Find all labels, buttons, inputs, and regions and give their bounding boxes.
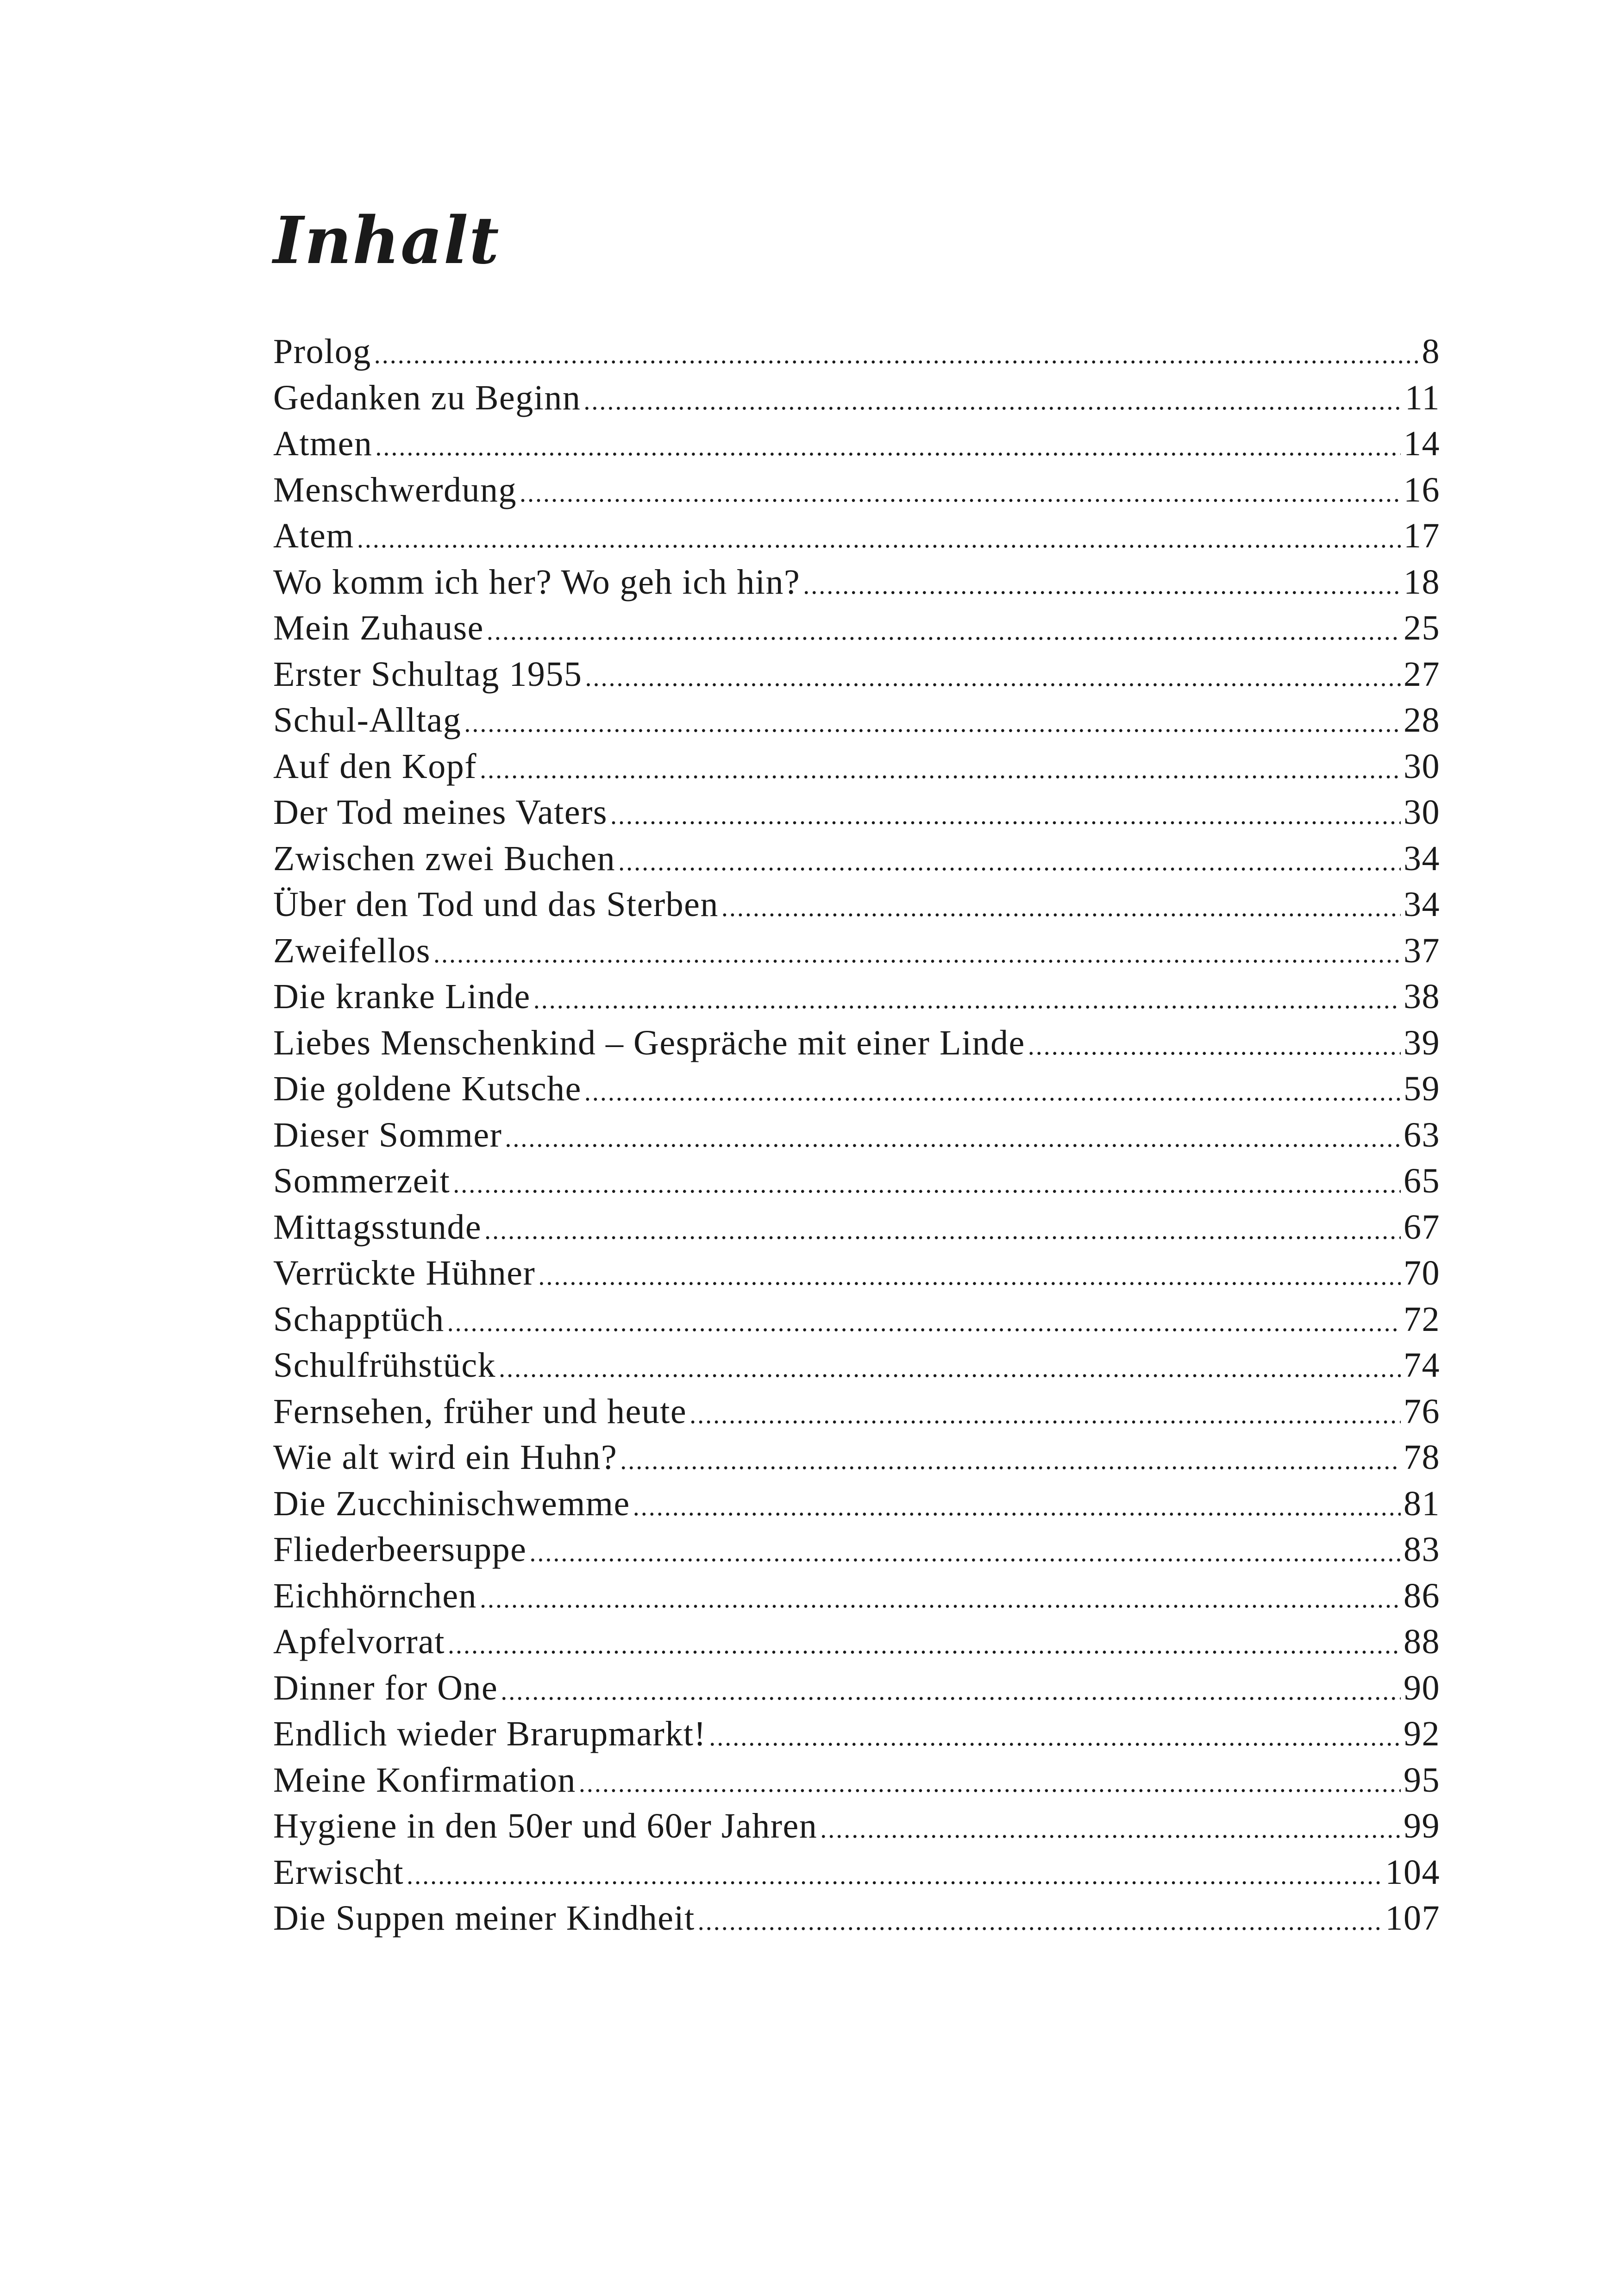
toc-entry [273, 1250, 1440, 1297]
toc-entry-page-number: 37 [1404, 931, 1440, 970]
toc-entry-title: Fernsehen, früher und heute [273, 1392, 687, 1431]
toc-entry-page-number: 8 [1422, 332, 1440, 371]
toc-entry-title: Endlich wieder Brarupmarkt! [273, 1714, 707, 1753]
toc-entry-title: Die kranke Linde [273, 977, 531, 1016]
dot-leader [583, 378, 1402, 425]
toc-entry-title: Die Suppen meiner Kindheit [273, 1899, 695, 1938]
dot-leader [579, 1761, 1401, 1807]
toc-entry-page-number: 59 [1404, 1069, 1440, 1108]
toc-entry [273, 1711, 1440, 1757]
toc-entry-title: Der Tod meines Vaters [273, 793, 608, 832]
dot-leader [618, 839, 1401, 885]
toc-entry [273, 790, 1440, 836]
dot-leader [501, 1669, 1401, 1715]
dot-leader [447, 1300, 1401, 1346]
toc-entry-title: Erster Schultag 1955 [273, 654, 583, 694]
toc-entry [273, 928, 1440, 974]
toc-entry [273, 1389, 1440, 1435]
toc-entry-page-number: 107 [1385, 1899, 1440, 1938]
toc-entry-page-number: 11 [1404, 378, 1440, 417]
toc-entry-title: Prolog [273, 332, 371, 371]
toc-entry [273, 467, 1440, 514]
toc-entry [273, 882, 1440, 928]
toc-entry-page-number: 28 [1404, 701, 1440, 740]
toc-entry-title: Schapptüch [273, 1299, 445, 1339]
toc-entry-title: Mittagsstunde [273, 1207, 482, 1247]
dot-leader [448, 1622, 1401, 1669]
dot-leader [709, 1714, 1401, 1761]
toc-entry-title: Schulfrühstück [273, 1346, 496, 1385]
toc-entry-title: Atem [273, 516, 354, 555]
toc-entry-page-number: 90 [1404, 1668, 1440, 1707]
toc-entry [273, 1895, 1440, 1942]
dot-leader [374, 332, 1419, 378]
dot-leader [689, 1392, 1401, 1438]
toc-entry-page-number: 65 [1404, 1161, 1440, 1200]
toc-entry-title: Menschwerdung [273, 470, 517, 509]
dot-leader [721, 885, 1401, 931]
toc-entry-page-number: 17 [1404, 516, 1440, 555]
toc-entry-title: Auf den Kopf [273, 747, 477, 786]
toc-entry-title: Atmen [273, 424, 373, 463]
toc-entry-title: Hygiene in den 50er und 60er Jahren [273, 1807, 818, 1845]
toc-entry [273, 513, 1440, 559]
toc-entry-page-number: 63 [1404, 1115, 1440, 1154]
toc-entry-title: Über den Tod und das Sterben [273, 885, 719, 924]
toc-entry [273, 605, 1440, 652]
toc-entry-title: Die goldene Kutsche [273, 1069, 582, 1108]
toc-entry [273, 559, 1440, 606]
dot-leader [484, 1208, 1401, 1254]
toc-entry [273, 744, 1440, 790]
toc-entry-page-number: 30 [1404, 747, 1440, 786]
toc-entry [273, 1619, 1440, 1665]
toc-entry-title: Dinner for One [273, 1668, 498, 1707]
dot-leader [520, 470, 1401, 517]
toc-entry-title: Dieser Sommer [273, 1115, 502, 1154]
dot-leader [407, 1853, 1382, 1899]
dot-leader [499, 1346, 1401, 1392]
toc-entry-title: Verrückte Hühner [273, 1254, 536, 1292]
toc-entry-page-number: 39 [1404, 1023, 1440, 1062]
toc-entry-title: Wo komm ich her? Wo geh ich hin? [273, 562, 801, 602]
toc-entry-title: Zweifellos [273, 931, 431, 970]
toc-entry-page-number: 67 [1404, 1207, 1440, 1247]
toc-entry-title: Erwischt [273, 1852, 404, 1892]
toc-entry [273, 329, 1440, 375]
dot-leader [538, 1254, 1401, 1300]
dot-leader [505, 1116, 1401, 1162]
toc-entry-title: Schul-Alltag [273, 701, 462, 740]
toc-entry [273, 1066, 1440, 1112]
toc-entry [273, 1342, 1440, 1389]
toc-entry [273, 421, 1440, 467]
toc-entry [273, 1803, 1440, 1850]
toc-entry [273, 1112, 1440, 1159]
toc-entry-title: Wie alt wird ein Huhn? [273, 1438, 618, 1477]
toc-entry-title: Fliederbeersuppe [273, 1530, 527, 1569]
toc-entry [273, 1020, 1440, 1066]
dot-leader [620, 1438, 1401, 1484]
dot-leader [357, 516, 1401, 563]
dot-leader [585, 655, 1401, 701]
dot-leader [584, 1069, 1401, 1116]
toc-entry-page-number: 88 [1404, 1622, 1440, 1661]
toc-entry-page-number: 92 [1404, 1714, 1440, 1753]
toc-entry-page-number: 104 [1385, 1852, 1440, 1892]
toc-entry-page-number: 25 [1404, 609, 1440, 647]
toc-entry-page-number: 81 [1404, 1484, 1440, 1523]
toc-entry [273, 1481, 1440, 1527]
toc-entry-page-number: 27 [1404, 654, 1440, 694]
toc-entry-page-number: 34 [1404, 885, 1440, 924]
toc-entry [273, 1435, 1440, 1481]
toc-entry-title: Apfelvorrat [273, 1622, 445, 1661]
toc-entry-page-number: 38 [1404, 977, 1440, 1016]
dot-leader [803, 563, 1401, 609]
toc-entry-page-number: 72 [1404, 1299, 1440, 1339]
toc-entry [273, 375, 1440, 421]
toc-entry [273, 974, 1440, 1020]
dot-leader [533, 977, 1401, 1023]
page-title: Inhalt [273, 203, 500, 279]
toc-entry-page-number: 99 [1404, 1807, 1440, 1845]
toc-entry-title: Mein Zuhause [273, 609, 484, 647]
toc-entry [273, 1573, 1440, 1619]
toc-entry-page-number: 78 [1404, 1438, 1440, 1477]
toc-entry-title: Liebes Menschenkind – Gespräche mit einer Linde [273, 1023, 1025, 1062]
toc-entry-title: Zwischen zwei Buchen [273, 839, 616, 878]
toc-entry-page-number: 86 [1404, 1576, 1440, 1615]
dot-leader [480, 747, 1401, 793]
toc-entry-page-number: 14 [1404, 424, 1440, 463]
dot-leader [433, 931, 1401, 978]
toc-entry-page-number: 34 [1404, 839, 1440, 878]
toc-entry-title: Meine Konfirmation [273, 1760, 576, 1800]
dot-leader [1028, 1023, 1401, 1070]
toc-entry [273, 697, 1440, 744]
dot-leader [464, 701, 1401, 747]
toc-entry [273, 1757, 1440, 1804]
toc-entry [273, 652, 1440, 698]
toc-entry-page-number: 30 [1404, 793, 1440, 832]
dot-leader [820, 1807, 1401, 1853]
toc-entry-title: Gedanken zu Beginn [273, 378, 581, 417]
toc-entry-page-number: 83 [1404, 1530, 1440, 1569]
dot-leader [529, 1530, 1401, 1576]
toc-entry-page-number: 74 [1404, 1346, 1440, 1385]
toc-entry-page-number: 18 [1404, 562, 1440, 602]
dot-leader [375, 424, 1401, 470]
dot-leader [487, 609, 1401, 655]
toc-entry [273, 836, 1440, 882]
toc-entry-page-number: 76 [1404, 1392, 1440, 1431]
toc-entry-page-number: 16 [1404, 470, 1440, 509]
toc-entry [273, 1850, 1440, 1896]
dot-leader [610, 793, 1401, 839]
toc-entry-page-number: 70 [1404, 1254, 1440, 1292]
toc-entry-title: Eichhörnchen [273, 1576, 477, 1615]
dot-leader [633, 1484, 1401, 1531]
toc-entry [273, 1665, 1440, 1712]
dot-leader [480, 1576, 1401, 1623]
dot-leader [698, 1899, 1383, 1945]
table-of-contents [273, 329, 1440, 1942]
toc-entry-page-number: 95 [1404, 1760, 1440, 1800]
toc-entry-title: Die Zucchinischwemme [273, 1484, 630, 1523]
toc-entry-title: Sommerzeit [273, 1161, 451, 1200]
toc-entry [273, 1527, 1440, 1573]
toc-entry [273, 1297, 1440, 1343]
toc-entry [273, 1204, 1440, 1251]
toc-entry [273, 1158, 1440, 1204]
dot-leader [453, 1161, 1401, 1208]
